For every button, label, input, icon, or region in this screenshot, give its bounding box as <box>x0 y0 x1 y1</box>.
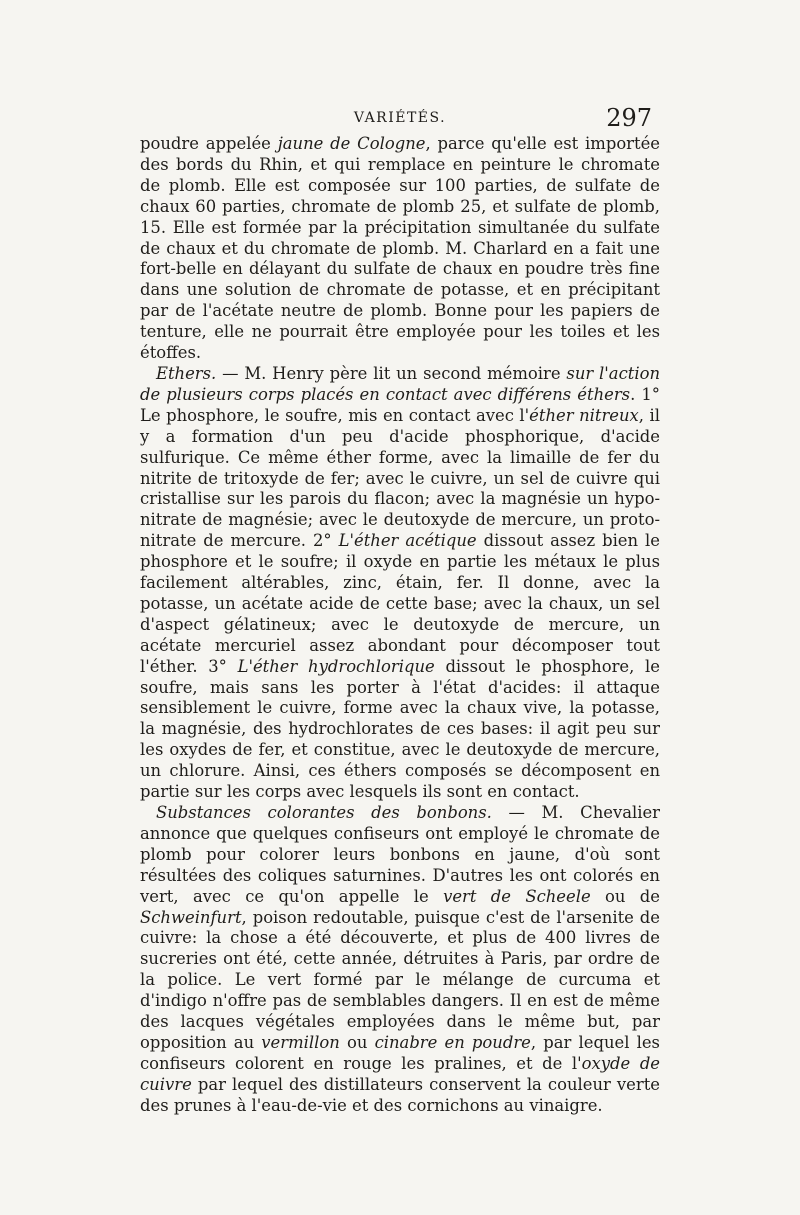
italic-run: vermillon <box>261 1032 340 1052</box>
text-run: — M. Henry père lit un second mémoire <box>216 363 567 383</box>
italic-run: cinabre en poudre <box>374 1032 531 1052</box>
page-number: 297 <box>606 104 652 132</box>
italic-run: sur l'action de plusieurs corps placés en contact avec différens éthers <box>140 363 661 404</box>
paragraph-ethers <box>140 364 660 803</box>
text-run: , il y a formation d'un peu d'acide phosphorique, d'acide sulfurique. Ce même éther forme, avec la limaille de fer du nitrite de tritoxyde de fer; avec le cuivre, un sel de cuivre qui cristallise sur les parois du flacon; avec la magnésie un hypo-nitrate de magnésie; avec le deutoxyde de mercure, un proto-nitrate de mercure. 2° <box>140 405 661 551</box>
paragraph-jaune-de-cologne <box>140 134 660 364</box>
italic-run: Substances colorantes des bonbons. <box>156 803 492 822</box>
italic-run: vert de Scheele <box>443 886 591 906</box>
italic-run: jaune de Cologne <box>277 134 426 153</box>
text-run: dissout le phosphore, le soufre, mais sans les porter à l'état d'acides: il attaque sensiblement le cuivre, forme avec la chaux vive, la potasse, la magnésie, des hydrochlorates de ces bases: il agit peu sur les oxydes de fer, et constitue, avec le deutoxyde de mercure, un chlorure. Ainsi, ces éthers composés se décomposent en partie sur les corps avec lesquels ils sont en contact. <box>140 656 660 802</box>
italic-run: Ethers. <box>156 363 217 383</box>
text-run: . 1° Le phosphore, le soufre, mis en contact avec l' <box>140 384 661 425</box>
text-run: ou <box>339 1032 375 1052</box>
text-run: ou de <box>590 886 660 906</box>
running-title: VARIÉTÉS. <box>353 110 447 126</box>
italic-run: L'éther acétique <box>338 531 477 551</box>
text-run: , par lequel les confiseurs colorent en rouge les pralines, et de l' <box>140 1032 660 1073</box>
text-run: — M. Chevalier annonce que quelques confiseurs ont employé le chromate de plomb pour colorer leurs bonbons en jaune, d'où sont résultées des coliques saturnines. D'autres les ont colorés en vert, avec ce qu'on appelle le <box>140 803 660 906</box>
italic-run: Schweinfurt <box>140 907 242 927</box>
italic-run: oxyde de cuivre <box>140 1053 661 1094</box>
paragraph-substances-colorantes <box>140 803 660 1117</box>
text-run: , parce qu'elle est importée des bords du Rhin, et qui remplace en peinture le chromate de plomb. Elle est composée sur 100 parties, de sulfate de chaux 60 parties, chromate de plomb 25, et sulfate de plomb, 15. Elle est formée par la précipitation simultanée du sulfate de chaux et du chromate de plomb. M. Charlard en a fait une fort-belle en délayant du sulfate de chaux en poudre très fine dans une solution de chromate de potasse, et en précipitant par de l'acétate neutre de plomb. Bonne pour les papiers de tenture, elle ne pourrait être employée pour les toiles et les étoffes. <box>140 134 661 363</box>
italic-run: L'éther hydrochlorique <box>237 656 435 676</box>
text-run: , poison redoutable, puisque c'est de l'arsenite de cuivre: la chose a été découverte, et plus de 400 livres de sucreries ont été, cette année, détruites à Paris, par ordre de la police. Le vert formé par le mélange de curcuma et d'indigo n'offre pas de semblables dangers. Il en est de même des lacques végétales employées dans le même but, par opposition au <box>140 907 660 1052</box>
page-header <box>140 104 660 134</box>
italic-run: éther nitreux <box>529 405 639 425</box>
text-run: poudre appelée <box>140 134 278 153</box>
text-run: dissout assez bien le phosphore et le soufre; il oxyde en partie les métaux le plus facilement altérables, zinc, étain, fer. Il donne, avec la potasse, un acétate acide de cette base; avec la chaux, un sel d'aspect gélatineux; avec le deutoxyde de mercure, un acétate mercuriel assez abondant pour décomposer tout l'éther. 3° <box>140 531 660 676</box>
body-text <box>140 134 660 1117</box>
text-run: par lequel des distillateurs conservent la couleur verte des prunes à l'eau-de-vie et des cornichons au vinaigre. <box>140 1074 660 1115</box>
